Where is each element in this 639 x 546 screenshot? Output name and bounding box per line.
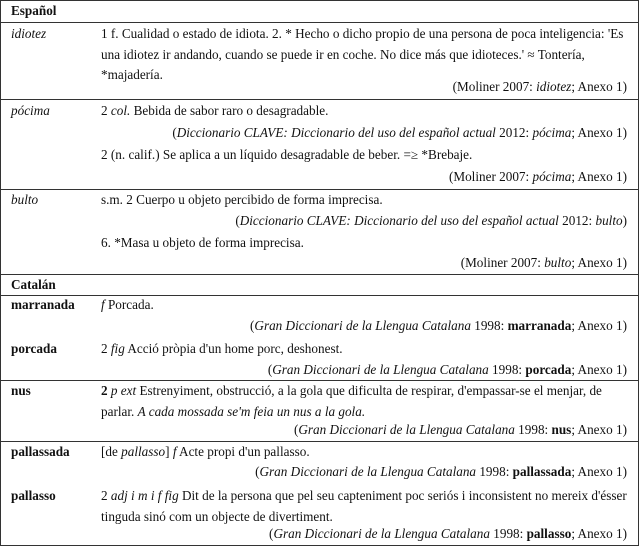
term-marranada: marranada: [11, 297, 75, 312]
source-pallasso: (Gran Diccionari de la Llengua Catalana 1998: pallasso; Anexo 1): [269, 526, 627, 541]
definition-porcada: 2 fig Acció pròpia d'un home porc, deshonest.: [101, 341, 343, 356]
section-heading-catalan: Catalán: [11, 277, 56, 292]
rule-after-idiotez: [0, 99, 639, 100]
source-marranada: (Gran Diccionari de la Llengua Catalana 1998: marranada; Anexo 1): [250, 318, 627, 333]
source-idiotez: (Moliner 2007: idiotez; Anexo 1): [452, 79, 627, 94]
source-pallassada: (Gran Diccionari de la Llengua Catalana 1998: pallassada; Anexo 1): [255, 464, 627, 479]
source-bulto-2: (Moliner 2007: bulto; Anexo 1): [460, 255, 627, 270]
rule-below-spanish-heading: [0, 22, 639, 23]
definition-pallassada: [de pallasso] f Acte propi d'un pallasso.: [101, 444, 310, 459]
rule-end-spanish: [0, 274, 639, 275]
term-pallassada: pallassada: [11, 444, 70, 459]
definition-pallasso: 2 adj i m i f fig Dit de la persona que pel seu capteniment poc seriós i inconsistent no mereix d'ésser tinguda sinó com un objecte de divertiment.: [101, 488, 627, 524]
term-pocima: pócima: [11, 103, 50, 118]
term-porcada: porcada: [11, 341, 57, 356]
source-nus: (Gran Diccionari de la Llengua Catalana 1998: nus; Anexo 1): [293, 422, 627, 437]
section-heading-spanish: Español: [11, 3, 57, 18]
definition-bulto-2: 6. *Masa u objeto de forma imprecisa.: [101, 235, 304, 250]
definition-idiotez: 1 f. Cualidad o estado de idiota. 2. * Hecho o dicho propio de una persona de poca inteligencia: 'Es una idiotez ir andando, cuando se puede ir en coche. No dice más que idioteces.' ≈ Tontería, *majadería.: [101, 26, 624, 82]
term-nus: nus: [11, 383, 31, 398]
term-bulto: bulto: [11, 192, 39, 207]
rule-top: [0, 0, 639, 1]
source-pocima-2: (Moliner 2007: pócima; Anexo 1): [448, 169, 627, 184]
source-bulto-1: (Diccionario CLAVE: Diccionario del uso del español actual 2012: bulto): [235, 213, 627, 228]
definition-nus: 2 p ext Estrenyiment, obstrucció, a la gola que dificulta de respirar, d'empassar-se el menjar, de parlar. A cada mossada se'm feia un nus a la gola.: [101, 383, 602, 419]
source-porcada: (Gran Diccionari de la Llengua Catalana 1998: porcada; Anexo 1): [267, 362, 627, 377]
definition-marranada: f Porcada.: [101, 297, 154, 312]
term-idiotez: idiotez: [11, 26, 47, 41]
term-pallasso: pallasso: [11, 488, 56, 503]
definition-pocima-1: 2 col. Bebida de sabor raro o desagradable.: [101, 103, 329, 118]
definition-bulto-1: s.m. 2 Cuerpo u objeto percibido de forma imprecisa.: [101, 192, 383, 207]
definition-pocima-2: 2 (n. calif.) Se aplica a un líquido desagradable de beber. =≥ *Brebaje.: [101, 147, 473, 162]
source-pocima-1: (Diccionario CLAVE: Diccionario del uso del español actual 2012: pócima; Anexo 1): [172, 125, 627, 140]
table-border-left: [0, 0, 1, 546]
